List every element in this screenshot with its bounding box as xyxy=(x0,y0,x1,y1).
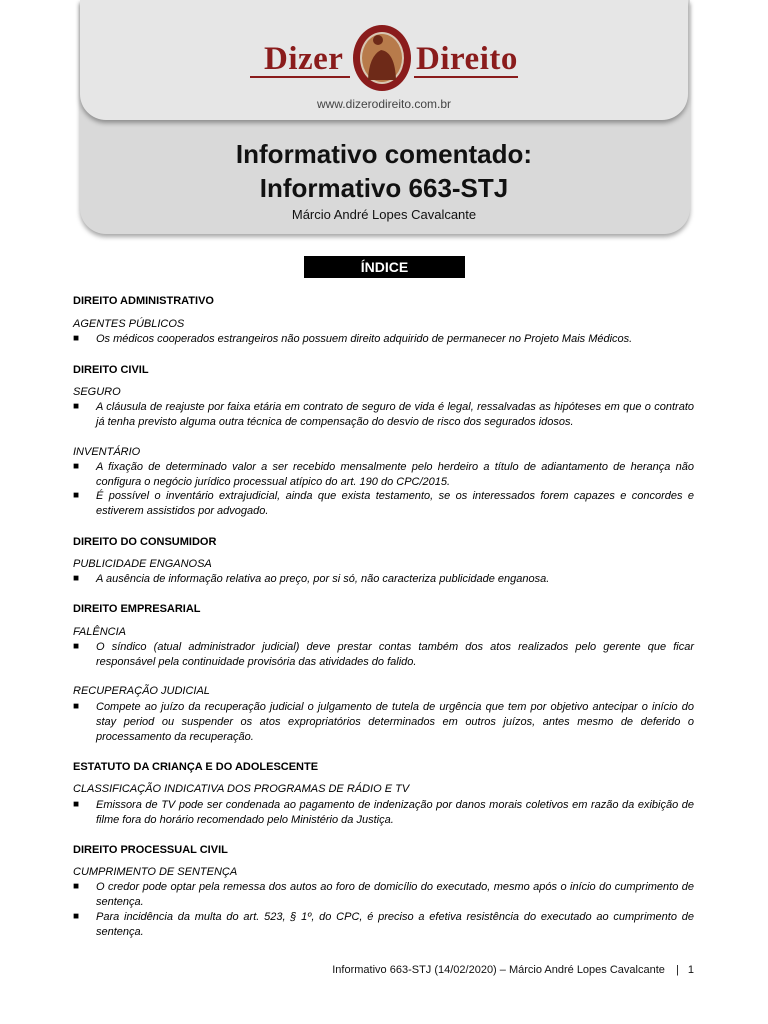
subsection-heading: AGENTES PÚBLICOS xyxy=(73,318,185,330)
bullet-icon: ■ xyxy=(73,911,80,922)
section-heading: DIREITO PROCESSUAL CIVIL xyxy=(73,844,228,856)
bullet-icon: ■ xyxy=(73,461,80,472)
bullet-icon: ■ xyxy=(73,881,80,892)
bullet-icon: ■ xyxy=(73,333,80,344)
list-item: ■ Emissora de TV pode ser condenada ao pagamento de indenização por danos morais coletivos em razão da exibição de filme fora do horário recomendado pelo Ministério da Justiça. xyxy=(73,799,694,826)
list-item: ■ Os médicos cooperados estrangeiros não possuem direito adquirido de permanecer no Projeto Mais Médicos. xyxy=(73,333,633,345)
subsection-heading: RECUPERAÇÃO JUDICIAL xyxy=(73,685,210,697)
footer-separator: | xyxy=(675,964,679,976)
page-title-line2: Informativo 663-STJ xyxy=(259,173,509,203)
page-number: 1 xyxy=(687,964,694,976)
site-url: www.dizerodireito.com.br xyxy=(316,97,452,111)
bullet-icon: ■ xyxy=(73,573,80,584)
section-heading: DIREITO EMPRESARIAL xyxy=(73,603,201,615)
subsection-heading: INVENTÁRIO xyxy=(73,446,141,458)
logo-word-right: Direito xyxy=(416,41,518,77)
bullet-icon: ■ xyxy=(73,490,80,501)
logo-word-left: Dizer xyxy=(264,41,344,77)
index-heading: ÍNDICE xyxy=(304,256,465,278)
bullet-icon: ■ xyxy=(73,401,80,412)
page-title-line1: Informativo comentado: xyxy=(235,139,533,169)
subsection-heading: CUMPRIMENTO DE SENTENÇA xyxy=(73,866,238,878)
list-item: ■ Para incidência da multa do art. 523, § 1º, do CPC, é preciso a efetiva resistência do executado ao cumprimento de sentença. xyxy=(73,911,694,938)
subsection-heading: CLASSIFICAÇÃO INDICATIVA DOS PROGRAMAS DE RÁDIO E TV xyxy=(73,783,410,795)
section-heading: ESTATUTO DA CRIANÇA E DO ADOLESCENTE xyxy=(73,761,319,773)
subsection-heading: SEGURO xyxy=(73,386,121,398)
list-item: ■ A cláusula de reajuste por faixa etária em contrato de seguro de vida é legal, ressalvadas as hipóteses em que o contrato já tenha previsto alguma outra técnica de compensação do desvio de risco dos segurados idosos. xyxy=(73,401,694,428)
bullet-icon: ■ xyxy=(73,701,80,712)
list-item: ■ O credor pode optar pela remessa dos autos ao foro de domicílio do executado, mesmo após o início do cumprimento de sentença. xyxy=(73,881,694,908)
author-name: Márcio André Lopes Cavalcante xyxy=(291,207,477,222)
footer-text: Informativo 663-STJ (14/02/2020) – Márcio André Lopes Cavalcante xyxy=(332,964,665,976)
section-heading: DIREITO ADMINISTRATIVO xyxy=(73,295,214,307)
subsection-heading: FALÊNCIA xyxy=(73,626,126,638)
list-item: ■ Compete ao juízo da recuperação judicial o julgamento de tutela de urgência que tem por objetivo antecipar o início do stay period ou suspender os atos expropriatórios determinados em outros juízos, antes mesmo de deferido o processamento da recuperação. xyxy=(73,701,694,743)
bullet-icon: ■ xyxy=(73,641,80,652)
list-item: ■ A ausência de informação relativa ao preço, por si só, não caracteriza publicidade enganosa. xyxy=(73,573,550,585)
section-heading: DIREITO DO CONSUMIDOR xyxy=(73,536,217,548)
subsection-heading: PUBLICIDADE ENGANOSA xyxy=(73,558,212,570)
list-item: ■ A fixação de determinado valor a ser recebido mensalmente pelo herdeiro a título de adiantamento de herança não configura o negócio jurídico processual atípico do art. 190 do CPC/2015. xyxy=(73,461,694,488)
page-footer xyxy=(332,964,694,976)
dizer-direito-logo xyxy=(250,22,520,94)
bullet-icon: ■ xyxy=(73,799,80,810)
list-item: ■ É possível o inventário extrajudicial, ainda que exista testamento, se os interessados forem capazes e concordes e estiverem assistidos por advogado. xyxy=(73,490,694,517)
section-heading: DIREITO CIVIL xyxy=(73,364,149,376)
list-item: ■ O síndico (atual administrador judicial) deve prestar contas também dos atos realizados pelo gerente que ficar responsável pela continuidade provisória das atividades do falido. xyxy=(73,641,694,668)
